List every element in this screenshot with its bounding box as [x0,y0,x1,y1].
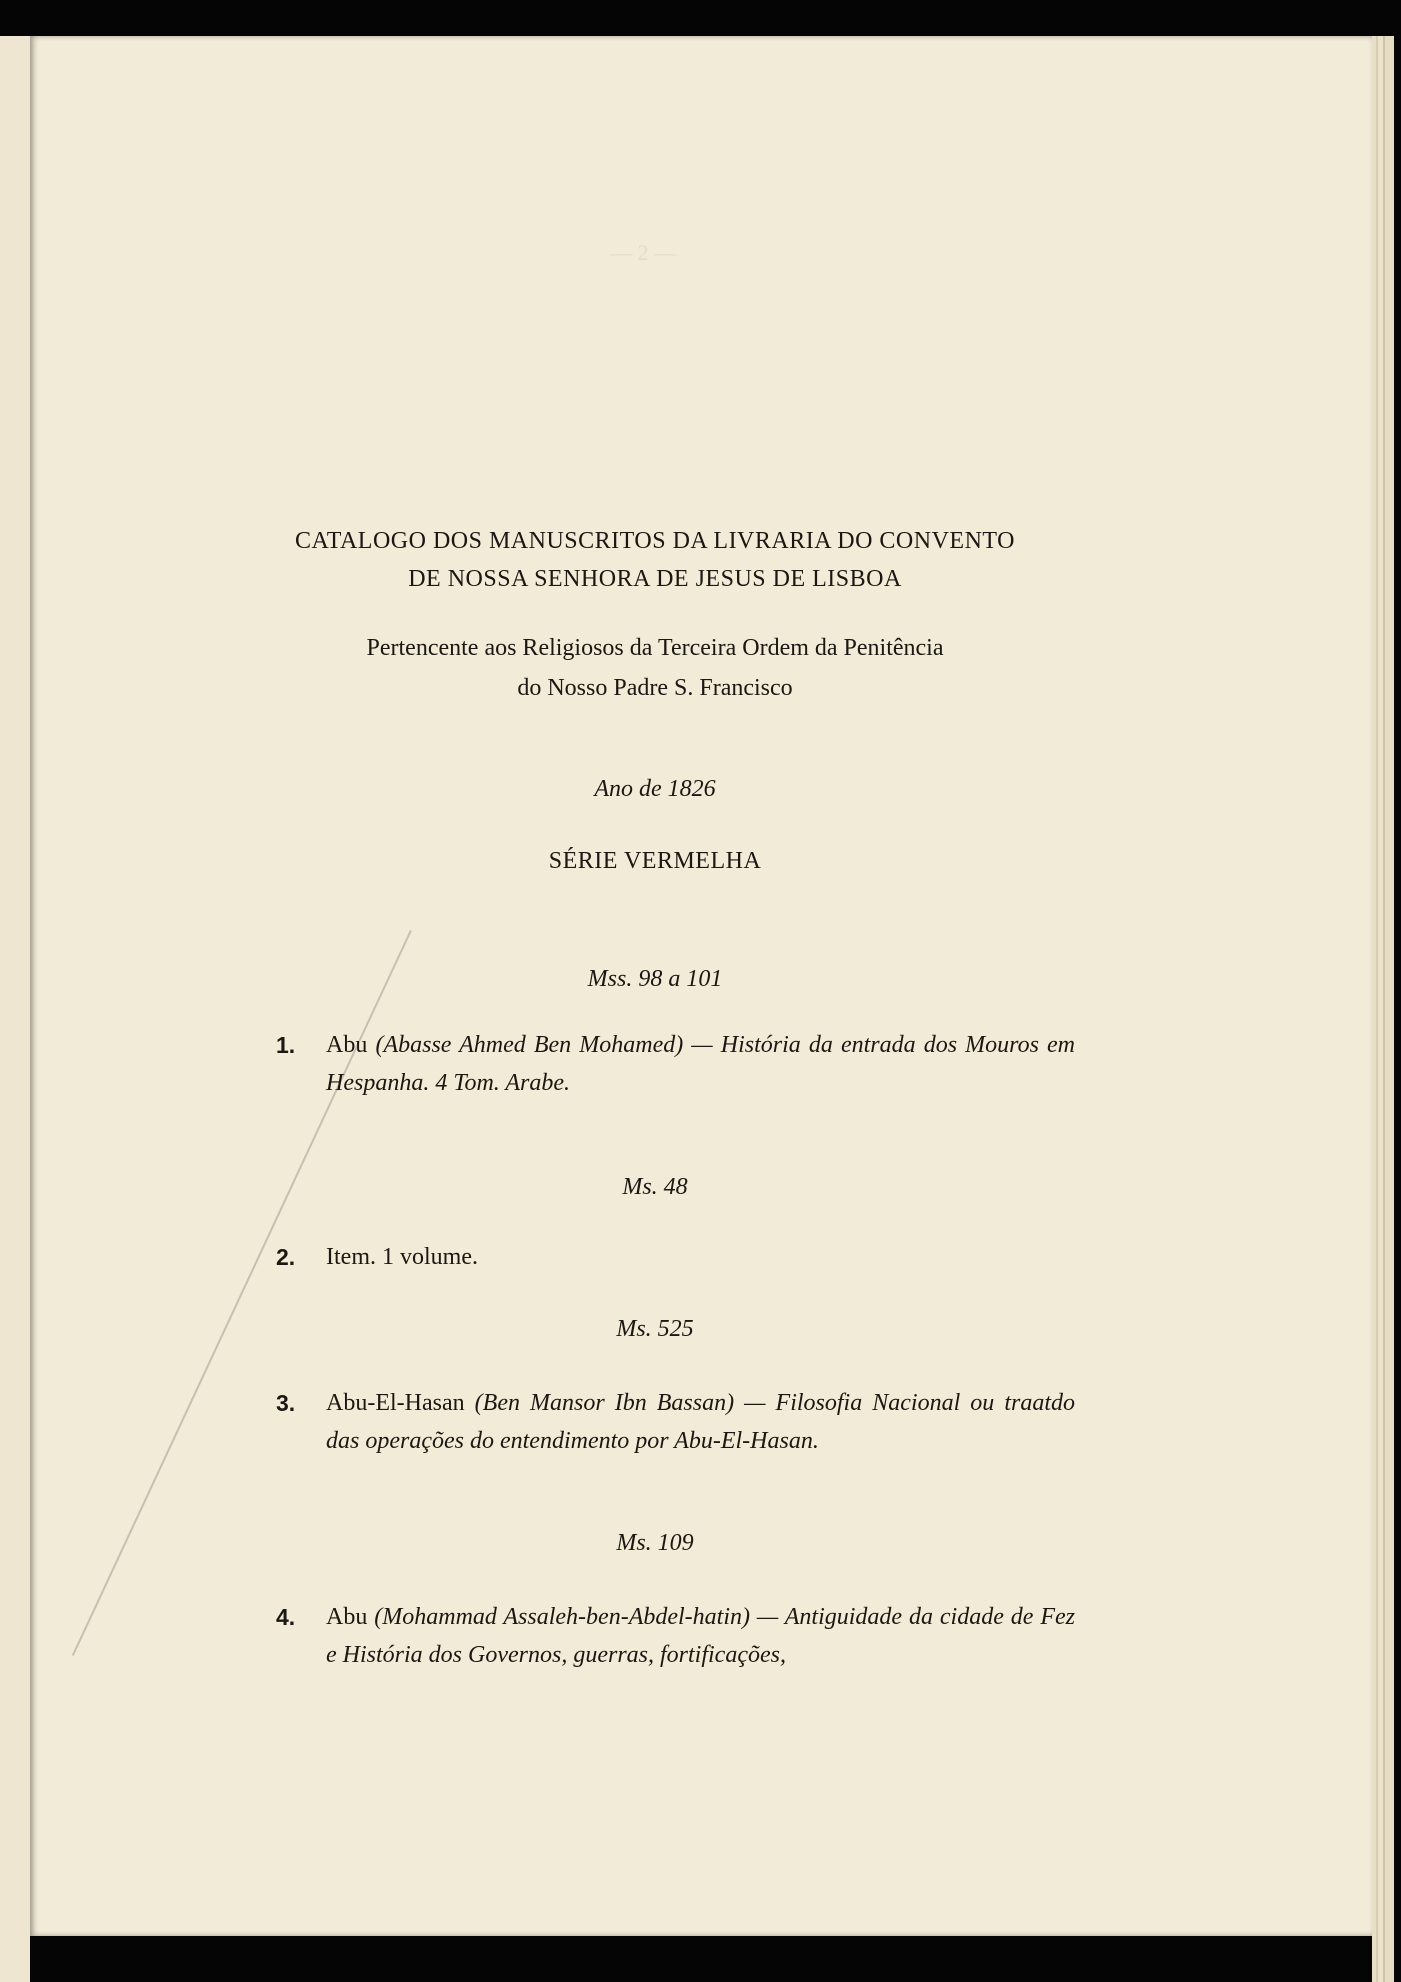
catalog-entry-2 [276,1238,1075,1276]
catalog-entry-4 [276,1598,1076,1674]
manuscript-heading-2: Ms. 48 [622,1174,688,1200]
page-edge-strip [1372,36,1394,1982]
entry-description: (Mohammad Assaleh-ben-Abdel-hatin) — Antiguidade da cidade de Fez e História dos Governos, guerras, fortificações, [326,1604,1076,1668]
entry-number: 3. [276,1390,296,1416]
manuscript-heading-4: Ms. 109 [616,1530,694,1556]
catalog-title-line-2: DE NOSSA SENHORA DE JESUS DE LISBOA [408,566,902,592]
catalog-subtitle-line-2: do Nosso Padre S. Francisco [517,675,793,701]
entry-description: (Abasse Ahmed Ben Mohamed) — História da entrada dos Mouros em Hespanha. 4 Tom. Arabe. [326,1032,1076,1096]
catalog-entry-1 [276,1026,1076,1102]
series-heading: SÉRIE VERMELHA [548,848,762,874]
entry-author: Abu-El-Hasan [326,1390,465,1416]
manuscript-heading-3: Ms. 525 [616,1316,694,1342]
catalog-subtitle-line-1: Pertencente aos Religiosos da Terceira Ordem da Penitência [366,635,944,661]
entry-author: Abu [326,1032,368,1058]
catalog-year: Ano de 1826 [594,776,716,802]
entry-author: Abu [326,1604,368,1630]
left-page-edge [0,36,30,1982]
catalog-title-line-1: CATALOGO DOS MANUSCRITOS DA LIVRARIA DO CONVENTO [295,528,1015,554]
catalog-subtitle [225,628,1085,708]
entry-number: 4. [276,1604,296,1630]
entry-author: Item. 1 volume. [326,1244,478,1270]
catalog-entry-3 [276,1384,1076,1460]
page-number-showthrough: — 2 — [610,240,676,265]
manuscript-heading-1: Mss. 98 a 101 [587,966,723,992]
entry-number: 2. [276,1244,296,1270]
catalog-title [225,522,1085,598]
entry-description: (Ben Mansor Ibn Bassan) — Filosofia Nacional ou traatdo das operações do entendimento por Abu-El-Hasan. [326,1390,1076,1454]
entry-number: 1. [276,1032,296,1058]
